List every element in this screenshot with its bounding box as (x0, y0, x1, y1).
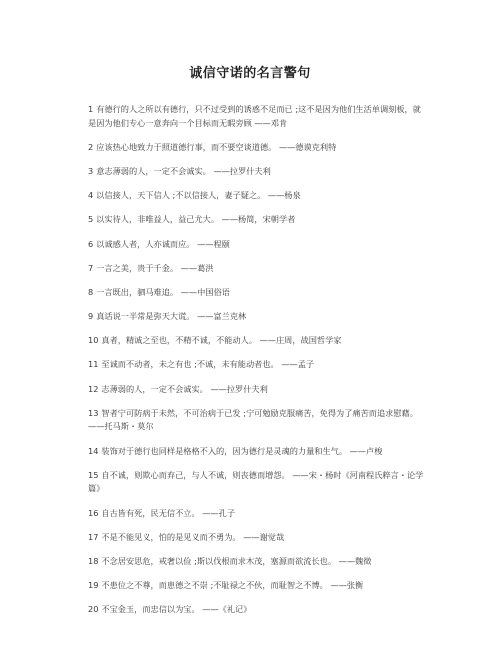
quote-item (88, 238, 428, 252)
quote-item (88, 531, 428, 545)
quote-number: 20 (88, 604, 99, 615)
quote-text: 一言既出，驷马难追。 ——中国俗语 (96, 286, 230, 297)
quote-number: 17 (88, 531, 99, 542)
quote-item (88, 262, 428, 276)
quote-item (88, 165, 428, 179)
quote-number: 12 (88, 383, 99, 394)
quote-text: 至诚而不动者，未之有也 ;不诚，未有能动者也。 ——孟子 (101, 359, 315, 370)
quote-number: 8 (88, 286, 94, 297)
quote-item (88, 310, 428, 324)
quote-number: 18 (88, 555, 99, 566)
quote-number: 2 (88, 141, 94, 152)
quote-text: 智者宁可防病于未然，不可治病于已发 ;宁可勉励克服痛苦，免得为了痛苦而追求慰藉。 ——托马斯・莫尔 (88, 407, 418, 432)
document-title: 诚信守诺的名言警句 (189, 66, 311, 81)
quote-text: 真者，精诚之至也，不精不诚，不能动人。 ——庄周，战国哲学家 (101, 335, 342, 346)
quote-item (88, 358, 428, 372)
quote-number: 19 (88, 580, 99, 591)
quote-item (88, 469, 428, 496)
quote-number: 3 (88, 165, 94, 176)
quote-text: 意志薄弱的人，一定不会诚实。 ——拉罗什夫利 (96, 165, 271, 176)
quote-text: 真话说一半常是弥天大谎。 ——富兰克林 (96, 311, 247, 322)
quote-text: 一言之美，贵于千金。 ——葛洪 (96, 262, 214, 273)
quote-text: 不是不能见义，怕的是见义而不勇为。 ——谢觉哉 (101, 531, 285, 542)
quote-text: 自不诚，则欺心而弃己，与人不诚，则丧德而增怨。 ——宋・杨时《河南程氏粹言・论学篇》 (88, 469, 424, 494)
quote-item (88, 334, 428, 348)
quote-item (88, 507, 428, 521)
quote-text: 应该热心地致力于照道德行事，而不要空谈道德。 ——德谟克利特 (96, 141, 337, 152)
quote-text: 以诚感人者，人亦诚而应。 ——程颐 (96, 238, 230, 249)
quote-number: 15 (88, 469, 99, 480)
quote-list (88, 103, 428, 628)
quote-number: 6 (88, 238, 94, 249)
quote-text: 有德行的人之所以有德行，只不过受到的诱惑不足而已 ;这不是因为他们生活单调刻板，就是因为他们专心一意奔向一个目标而无暇旁顾 ——邓肯 (88, 104, 421, 128)
quote-text: 以信接人，天下信人 ;不以信接人，妻子疑之。 ——杨泉 (96, 190, 301, 201)
quote-item (88, 579, 428, 593)
quote-number: 13 (88, 407, 99, 418)
quote-text: 以实待人，非唯益人，益己尤大。 ——杨简，宋朝学者 (96, 214, 296, 225)
quote-text: 装饰对于德行也同样是格格不入的，因为德行是灵魂的力量和生气。 ——卢梭 (101, 445, 383, 456)
quote-item (88, 141, 428, 155)
quote-item (88, 189, 428, 203)
quote-item (88, 383, 428, 397)
quote-number: 10 (88, 335, 99, 346)
quote-item (88, 213, 428, 227)
quote-number: 11 (88, 359, 99, 370)
quote-number: 7 (88, 262, 94, 273)
quote-number: 16 (88, 507, 99, 518)
quote-item (88, 555, 428, 569)
quote-text: 志薄弱的人，一定不会诚实。 ——拉罗什夫利 (101, 383, 268, 394)
quote-item (88, 286, 428, 300)
quote-item (88, 445, 428, 459)
quote-number: 9 (88, 311, 94, 322)
quote-item (88, 103, 428, 130)
quote-text: 不宝金玉，而忠信以为宝。 ——《礼记》 (101, 604, 252, 615)
quote-number: 4 (88, 190, 94, 201)
quote-text: 自古皆有死，民无信不立。 ——孔子 (101, 507, 236, 518)
quote-item (88, 407, 428, 434)
quote-number: 14 (88, 445, 99, 456)
quote-number: 1 (88, 104, 94, 114)
quote-text: 不患位之不尊，而患德之不崇 ;不耻禄之不伙，而耻智之不博。 ——张衡 (101, 580, 364, 591)
quote-text: 不念居安思危，戒奢以俭 ;斯以伐根而求木茂，塞源而欲流长也。 ——魏徵 (101, 555, 372, 566)
quote-number: 5 (88, 214, 94, 225)
quote-item (88, 603, 428, 617)
